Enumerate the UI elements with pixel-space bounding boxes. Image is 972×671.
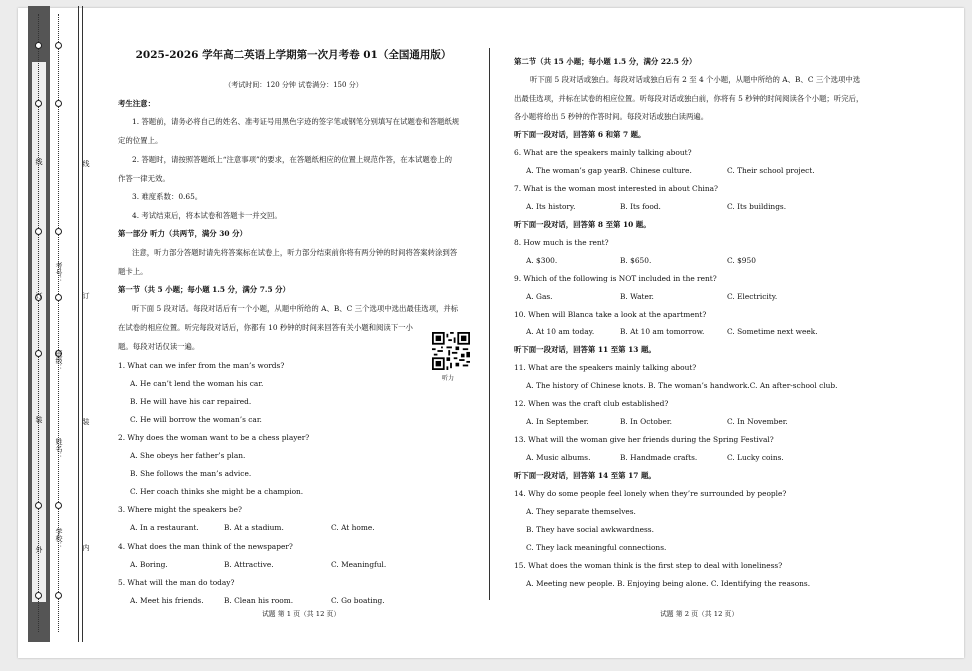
option[interactable]: A. She obeys her father’s plan. (130, 451, 246, 460)
seal-char: 外 (35, 546, 43, 553)
qr-code-icon[interactable] (432, 332, 470, 370)
option[interactable]: C. Lucky coins. (727, 453, 784, 463)
option[interactable]: C. Her coach thinks she might be a champion. (130, 487, 304, 496)
option[interactable]: A. Meet his friends. (130, 596, 204, 605)
question: 5. What will the man do today? (118, 578, 235, 587)
option[interactable]: B. Attractive. (224, 560, 274, 569)
field-name: 姓名： (55, 438, 63, 459)
binding-strip-inner (32, 62, 46, 602)
dialogue-instruction: 听下面一段对话，回答第 11 至第 13 题。 (514, 345, 656, 355)
binding-hole (35, 350, 42, 357)
section2-heading: 第二节（共 15 小题；每小题 1.5 分，满分 22.5 分） (514, 57, 697, 66)
dialogue-instruction: 听下面一段对话，回答第 8 至第 10 题。 (514, 219, 651, 229)
option[interactable]: A. He can’t lend the woman his car. (130, 379, 264, 388)
option[interactable]: C. They lack meaningful connections. (526, 542, 667, 552)
binding-hole (35, 100, 42, 107)
option[interactable]: C. Sometime next week. (727, 327, 818, 337)
option[interactable]: C. $950 (727, 255, 756, 265)
binding-hole (55, 42, 62, 49)
option[interactable]: C. He will borrow the woman’s car. (130, 415, 262, 424)
question: 13. What will the woman give her friends during the Spring Festival? (514, 435, 774, 445)
question: 11. What are the speakers mainly talking about? (514, 363, 697, 373)
binding-hole (55, 228, 62, 235)
qr-label: 听力 (442, 375, 455, 382)
question: 12. When was the craft club established? (514, 399, 669, 409)
seal-char: 订 (82, 292, 90, 299)
column-divider (489, 48, 490, 600)
option[interactable]: A. They separate themselves. (526, 506, 636, 516)
field-school: 学校： (55, 528, 63, 549)
option[interactable]: A. Music albums. (526, 453, 591, 463)
binding-hole (35, 42, 42, 49)
seal-char: 线 (82, 160, 90, 167)
notice-item: 3. 难度系数：0.65。 (132, 192, 203, 201)
question: 8. How much is the rent? (514, 237, 609, 247)
binding-hole (55, 592, 62, 599)
section1-instructions: 在试卷的相应位置。听完每段对话后，你都有 10 秒钟的时间来回答有关小题和阅读下一小 (118, 323, 413, 332)
question: 15. What does the woman think is the first step to deal with loneliness? (514, 560, 783, 570)
part1-note: 注意，听力部分答题时请先将答案标在试卷上，听力部分结束前你将有两分钟的时间将答案转涂到答 (132, 248, 458, 257)
option[interactable]: C. Their school project. (727, 165, 815, 175)
dialogue-instruction: 听下面一段对话，回答第 14 至第 17 题。 (514, 471, 656, 481)
seal-char: 订 (35, 292, 43, 299)
question: 4. What does the man think of the newspaper? (118, 542, 293, 551)
option[interactable]: A. $300. (526, 255, 558, 265)
option[interactable]: C. Meaningful. (331, 560, 387, 569)
option[interactable]: B. Clean his room. (224, 596, 294, 605)
page-footer-right: 试题 第 2 页（共 12 页） (660, 610, 739, 618)
binding-border-line (78, 6, 79, 642)
option[interactable]: C. In November. (727, 417, 788, 427)
option[interactable]: A. The woman’s gap year. (526, 165, 623, 175)
section1-heading: 第一节（共 5 小题；每小题 1.5 分，满分 7.5 分） (118, 285, 290, 294)
section2-instructions: 听下面 5 段对话或独白。每段对话或独白后有 2 至 4 个小题，从题中所给的 A、B、C 三个选项中选 (530, 75, 861, 84)
question: 9. Which of the following is NOT included in the rent? (514, 273, 717, 283)
section1-instructions: 题。每段对话仅读一遍。 (118, 342, 200, 351)
question: 3. Where might the speakers be? (118, 505, 242, 514)
section2-instructions: 各小题将给出 5 秒钟的作答时间。每段对话或独白读两遍。 (514, 112, 709, 121)
binding-hole (35, 228, 42, 235)
binding-hole (35, 502, 42, 509)
dialogue-instruction: 听下面一段对话，回答第 6 和第 7 题。 (514, 130, 646, 139)
option[interactable]: A. In a restaurant. (130, 523, 199, 532)
part1-note: 题卡上。 (118, 267, 148, 276)
part1-heading: 第一部分 听力（共两节，满分 30 分） (118, 229, 247, 238)
section2-instructions: 出最佳选项，并标在试卷的相应位置。听每段对话或独白前，你将有 5 秒钟的时间阅读各个小题；听完后， (514, 94, 864, 103)
field-exam-number: 考号： (55, 262, 63, 283)
option[interactable]: C. Electricity. (727, 291, 778, 301)
question: 6. What are the speakers mainly talking about? (514, 147, 692, 157)
option[interactable]: B. Water. (620, 291, 654, 301)
question: 10. When will Blanca take a look at the apartment? (514, 309, 707, 319)
seal-char: 装 (35, 416, 43, 423)
page-footer-left: 试题 第 1 页（共 12 页） (262, 610, 341, 618)
option[interactable]: A. Boring. (130, 560, 168, 569)
binding-hole (55, 100, 62, 107)
option[interactable]: B. Its food. (620, 201, 661, 211)
exam-title: 2025-2026 学年高二英语上学期第一次月考卷 01（全国通用版） (135, 49, 452, 61)
notice-item: 4. 考试结束后，将本试卷和答题卡一并交回。 (132, 211, 282, 220)
option[interactable]: B. $650. (620, 255, 652, 265)
seal-char: 线 (35, 158, 43, 165)
option[interactable]: B. They have social awkwardness. (526, 524, 654, 534)
option[interactable]: B. She follows the man’s advice. (130, 469, 252, 478)
option[interactable]: B. Chinese culture. (620, 165, 692, 175)
question: 14. Why do some people feel lonely when they’re surrounded by people? (514, 489, 787, 498)
option[interactable]: A. Gas. (526, 291, 553, 301)
notice-item: 作答一律无效。 (118, 174, 170, 183)
option[interactable]: A. In September. (526, 417, 589, 427)
question: 2. Why does the woman want to be a chess player? (118, 433, 310, 442)
notice-heading: 考生注意： (118, 99, 155, 108)
option[interactable]: C. At home. (331, 523, 375, 532)
option[interactable]: A. Meeting new people. B. Enjoying being alone. C. Identifying the reasons. (526, 578, 811, 588)
notice-item: 1. 答题前，请务必将自己的姓名、准考证号用黑色字迹的签字笔或钢笔分别填写在试题卷和答题纸规 (132, 117, 460, 126)
option[interactable]: B. Handmade crafts. (620, 453, 698, 463)
option[interactable]: B. He will have his car repaired. (130, 397, 252, 406)
question: 7. What is the woman most interested in about China? (514, 183, 718, 193)
option[interactable]: A. The history of Chinese knots. B. The woman’s handwork.C. An after-school club. (526, 381, 838, 391)
binding-hole (35, 592, 42, 599)
option[interactable]: C. Go boating. (331, 596, 385, 605)
binding-hole (55, 502, 62, 509)
option[interactable]: C. Its buildings. (727, 201, 787, 211)
binding-hole (55, 294, 62, 301)
section1-instructions: 听下面 5 段对话。每段对话后有一个小题，从题中所给的 A、B、C 三个选项中选出最佳选项，并标 (132, 304, 459, 313)
option[interactable]: B. At a stadium. (224, 523, 284, 532)
option[interactable]: B. In October. (620, 417, 672, 427)
seal-char: 装 (82, 418, 90, 425)
option[interactable]: A. At 10 am today. (526, 327, 595, 337)
option[interactable]: B. At 10 am tomorrow. (620, 327, 705, 337)
question: 1. What can we infer from the man’s words? (118, 361, 285, 370)
field-class: 班级： (55, 350, 63, 371)
notice-item: 定的位置上。 (118, 136, 163, 145)
seal-char: 内 (82, 544, 90, 551)
exam-subtitle: （考试时间：120 分钟 试卷满分：150 分） (224, 81, 363, 89)
option[interactable]: A. Its history. (526, 201, 576, 211)
notice-item: 2. 答题时，请按照答题纸上“注意事项”的要求，在答题纸相应的位置上规范作答，在本试题卷上的 (132, 155, 452, 164)
